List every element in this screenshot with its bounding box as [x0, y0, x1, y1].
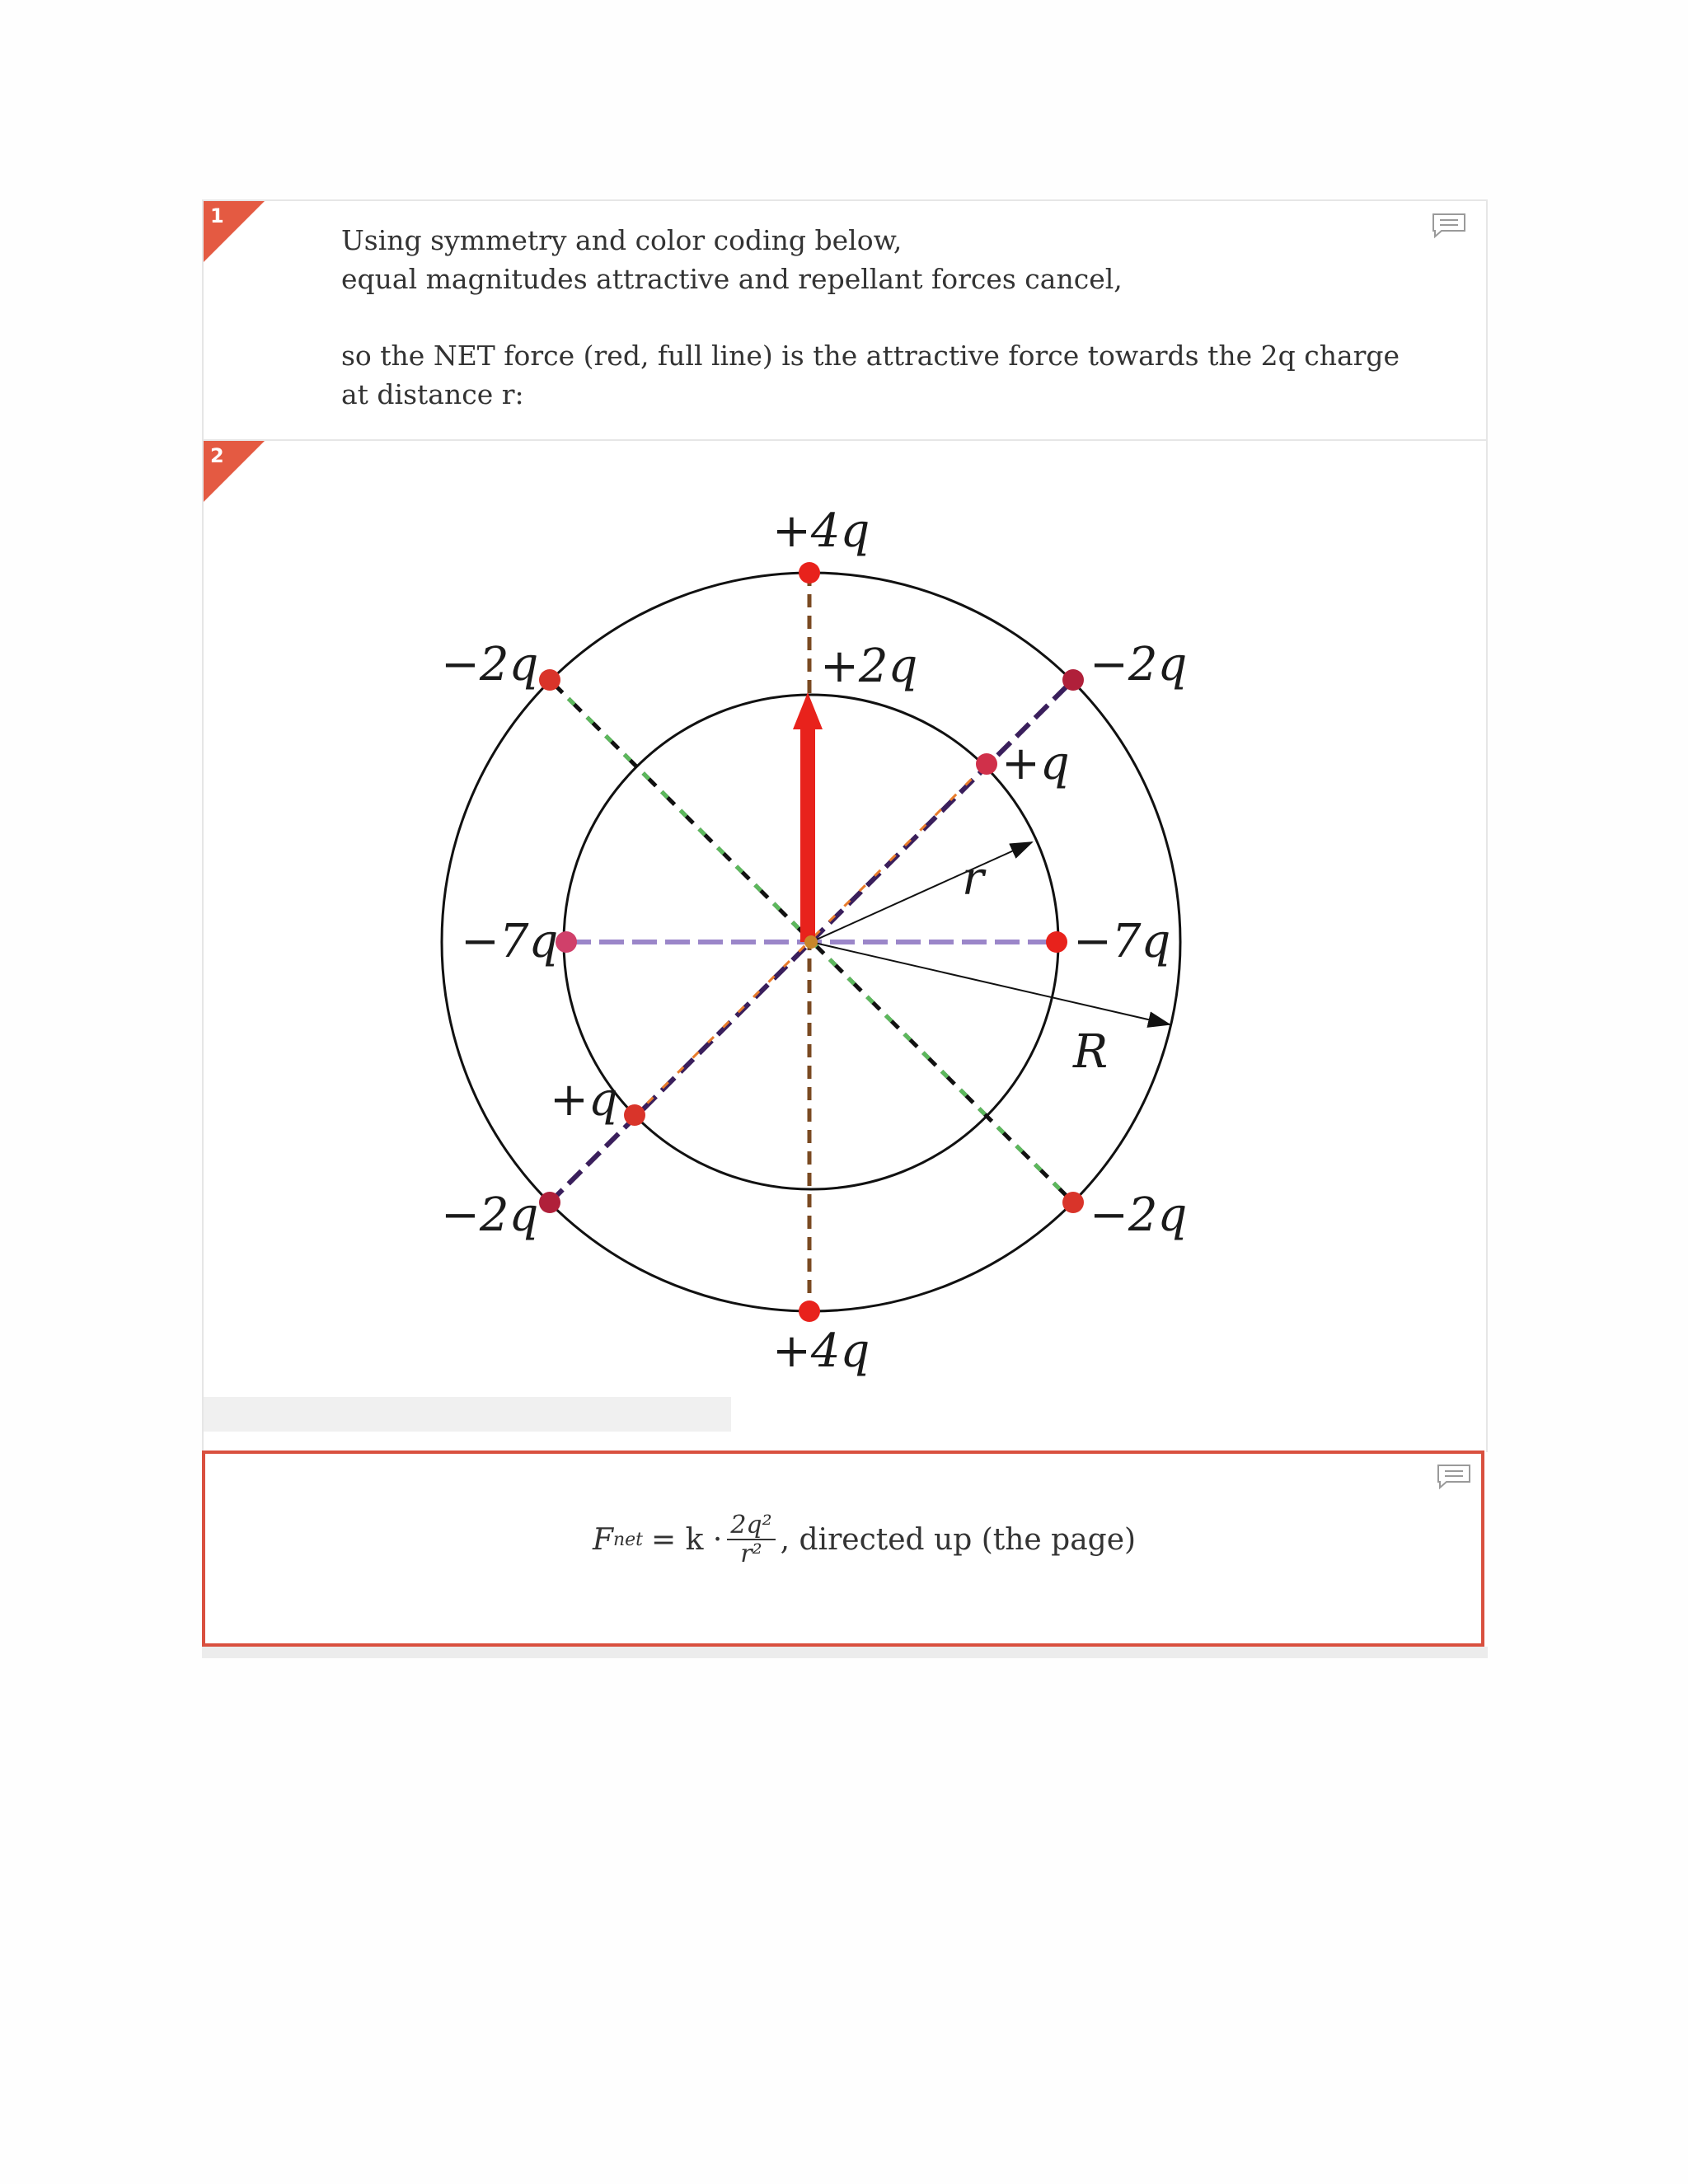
charge-upper-left-outer — [539, 669, 560, 691]
label-R: R — [1073, 1025, 1109, 1079]
answer-block — [202, 1451, 1484, 1647]
explanation-line-3: so the NET force (red, full line) is the attractive force towards the 2q charge — [341, 340, 1400, 372]
label-upper-left-outer: −2q — [441, 638, 539, 691]
formula-lhs-subscript: net — [612, 1529, 644, 1550]
label-lower-right-outer: −2q — [1090, 1188, 1188, 1242]
step-number: 1 — [210, 204, 224, 227]
formula-lhs: F — [593, 1522, 613, 1557]
step-number: 2 — [210, 444, 224, 467]
charge-lower-right-outer — [1062, 1192, 1084, 1213]
explanation-line-1: Using symmetry and color coding below, — [341, 224, 903, 256]
net-force-formula — [593, 1511, 1136, 1568]
charge-diagram — [204, 441, 1489, 1452]
step-1-block — [202, 199, 1488, 441]
explanation-line-4: at distance r: — [341, 378, 524, 410]
label-left-inner: −7q — [461, 915, 559, 968]
placeholder-bar — [204, 1397, 731, 1432]
label-top-inner: +2q — [820, 640, 918, 693]
center-point — [804, 935, 818, 949]
charge-upper-right-outer — [1062, 669, 1084, 691]
charge-lower-left-outer — [539, 1192, 560, 1213]
comment-icon[interactable] — [1430, 211, 1468, 239]
step-badge — [204, 201, 265, 262]
charge-upper-right-inner — [976, 753, 997, 775]
formula-numerator: 2q² — [727, 1511, 775, 1540]
label-top-outer: +4q — [772, 504, 870, 558]
answer-footer-bar — [202, 1647, 1488, 1658]
label-bottom-outer: +4q — [772, 1324, 870, 1378]
radius-r-arrow — [811, 842, 1032, 942]
formula-tail: , directed up (the page) — [780, 1522, 1137, 1557]
charge-right-inner — [1046, 931, 1067, 953]
label-r: r — [962, 852, 984, 906]
label-lower-left-inner: +q — [550, 1073, 618, 1127]
label-upper-right-outer: −2q — [1090, 638, 1188, 691]
formula-denominator: r² — [740, 1540, 762, 1568]
label-lower-left-outer: −2q — [441, 1188, 539, 1242]
charge-bottom-outer — [799, 1301, 820, 1322]
charge-lower-left-inner — [624, 1104, 645, 1126]
net-force-arrow-head — [793, 692, 823, 729]
comment-icon[interactable] — [1435, 1462, 1473, 1490]
net-force-arrow-shaft — [800, 721, 815, 942]
charge-top-outer — [799, 562, 820, 583]
charge-left-inner — [556, 931, 577, 953]
formula-equals: = k · — [651, 1522, 723, 1557]
label-right-inner: −7q — [1073, 915, 1171, 968]
step-2-block — [202, 441, 1488, 1452]
label-upper-right-inner: +q — [1001, 737, 1070, 790]
formula-fraction — [727, 1511, 775, 1568]
explanation-line-2: equal magnitudes attractive and repellant forces cancel, — [341, 263, 1123, 295]
